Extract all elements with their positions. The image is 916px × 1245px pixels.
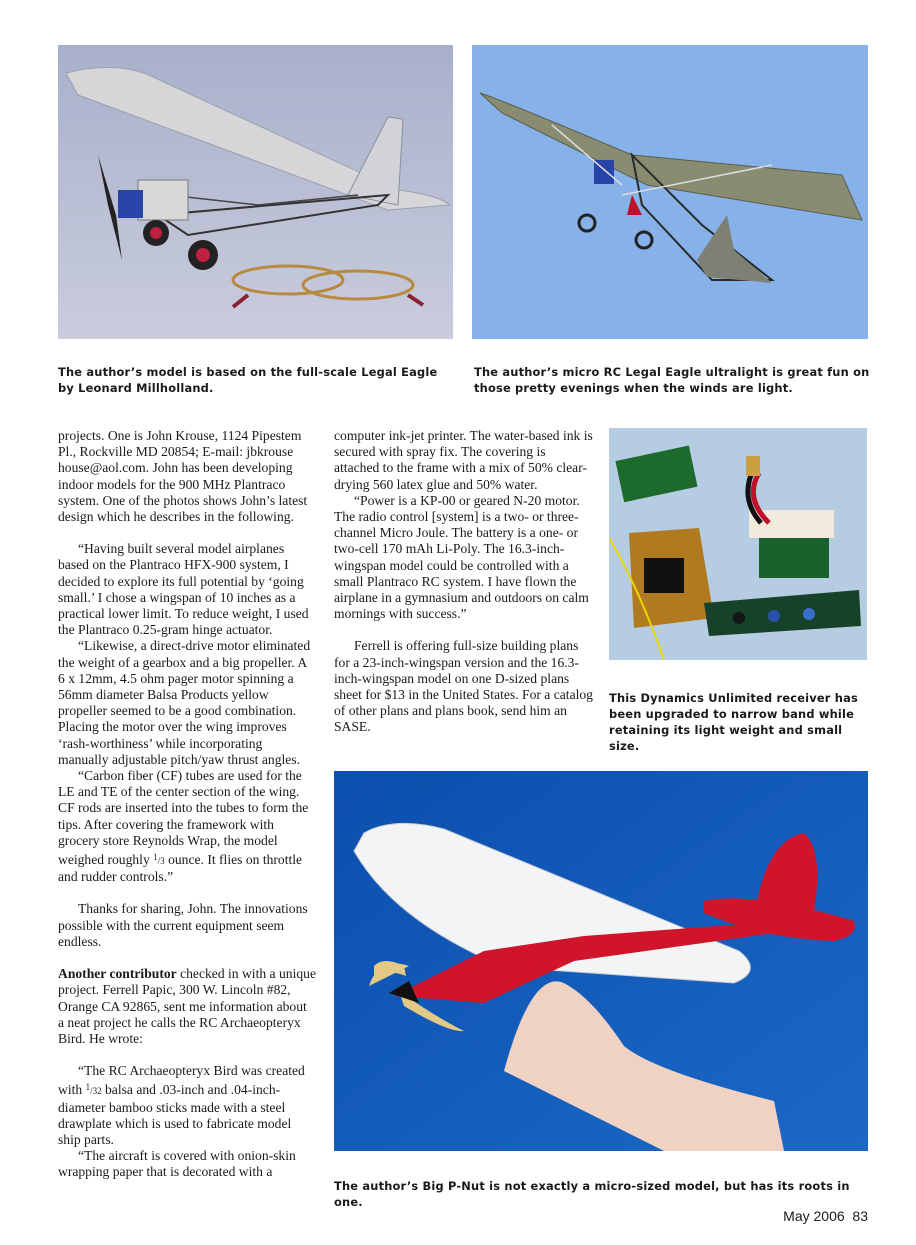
fraction-numerator: 1 [85, 1082, 91, 1093]
fraction [85, 1082, 102, 1097]
paragraph [58, 966, 316, 1047]
paragraph: “Having built several model airplanes based on the Plantraco HFX-900 system, I decided to explore its full potential by ‘going small.’ I chose a wingspan of 10 inches as a practical lower limit. To reduce weight, I used the Plantraco 0.25-gram hinge actuator. [58, 541, 309, 638]
article-column-1 [58, 428, 316, 1181]
paragraph [58, 1063, 316, 1148]
paragraph [58, 768, 316, 885]
fraction-numerator: 1 [153, 852, 158, 863]
text-span: checked in with a unique project. Ferrell Papic, 300 W. Lincoln #82, Orange CA 92865, sent me information about a neat project he calls the RC Archaeopteryx Bird. He wrote: [58, 966, 316, 1046]
paragraph: Ferrell is offering full-size building plans for a 23-inch-wingspan version and the 16.3-inch-wingspan model on one D-sized plans sheet for $13 in the United States. For a catalog of other plans and plans book, send him an SASE. [334, 638, 593, 735]
fraction [153, 852, 165, 867]
paragraph: “The aircraft is covered with onion-skin wrapping paper that is decorated with a [58, 1148, 296, 1180]
fraction-denominator: /32 [90, 1086, 102, 1097]
page-number: 83 [852, 1208, 868, 1224]
photo-big-p-nut [334, 771, 868, 1151]
caption-photo2: The author’s micro RC Legal Eagle ultralight is great fun on those pretty evenings when the winds are light. [474, 365, 870, 395]
caption-photo3: This Dynamics Unlimited receiver has been upgraded to narrow band while retaining its light weight and small size. [609, 691, 858, 753]
paragraph: computer ink-jet printer. The water-based ink is secured with spray fix. The covering is attached to the frame with a mix of 50% clear-drying 560 latex glue and 50% water. [334, 428, 593, 492]
caption-photo1: The author’s model is based on the full-scale Legal Eagle by Leonard Millholland. [58, 365, 438, 395]
photo-receiver [609, 428, 867, 660]
photo-legal-eagle-flight [472, 45, 868, 339]
page-folio [783, 1208, 868, 1224]
article-column-2 [334, 428, 594, 736]
paragraph: projects. One is John Krouse, 1124 Pipestem Pl., Rockville MD 20854; E-mail: jbkrouse house@aol.com. John has been developing indoor models for the 900 MHz Plantraco system. One of the photos shows John’s latest design which he describes in the following. [58, 428, 308, 525]
text-span: balsa and .03-inch and .04-inch-diameter bamboo sticks made with a steel drawplate which is used to fabricate model ship parts. [58, 1082, 292, 1147]
caption-photo4: The author’s Big P-Nut is not exactly a micro-sized model, but has its roots in one. [334, 1179, 850, 1209]
text-span: ounce. It flies on throttle and rudder controls.” [58, 852, 303, 885]
text-span: “Carbon fiber (CF) tubes are used for the LE and TE of the center section of the wing. CF rods are inserted into the tubes to form the tips. After covering the framework with grocery store Reynolds Wrap, the model weighed roughly [58, 768, 309, 868]
text-span: “The RC Archaeopteryx Bird was created with [58, 1063, 305, 1098]
photo-legal-eagle-model [58, 45, 453, 339]
fraction-denominator: /3 [157, 856, 165, 867]
paragraph: Thanks for sharing, John. The innovations possible with the current equipment seem endless. [58, 901, 308, 949]
issue-date: May 2006 [783, 1208, 845, 1224]
run-in-heading: Another contributor [58, 966, 177, 982]
paragraph: “Likewise, a direct-drive motor eliminated the weight of a gearbox and a big propeller. A 6 x 12mm, 4.5 ohm pager motor spinning a 56mm diameter Balsa Products yellow propeller seemed to be a good combination. Placing the motor over the wing improves ‘rash-worthiness’ while incorporating manually adjustable pitch/yaw thrust angles. [58, 638, 311, 767]
paragraph: “Power is a KP-00 or geared N-20 motor. The radio control [system] is a two- or three-channel Micro Joule. The battery is a one- or two-cell 170 mAh Li-Poly. The 16.3-inch-wingspan model could be controlled with a small Plantraco RC system. I have flown the airplane in a gymnasium and outdoors on calm mornings with success.” [334, 492, 589, 622]
